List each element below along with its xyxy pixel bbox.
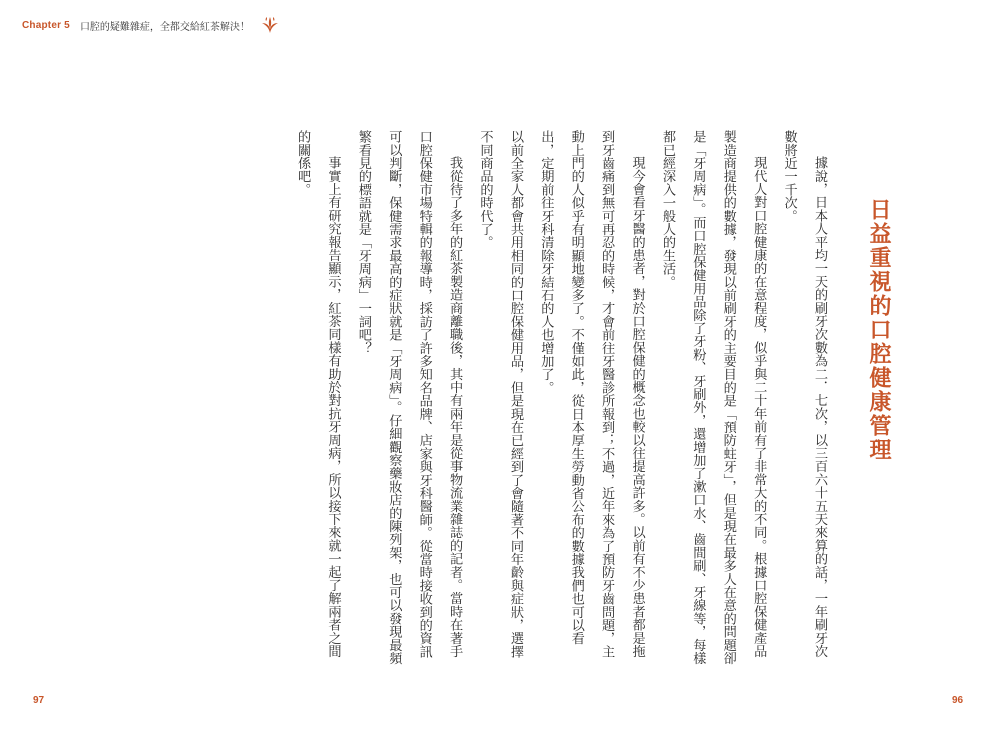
running-header: [22, 16, 280, 34]
paragraph: 現代人對口腔健康的在意程度，似乎與二十年前有了非常大的不同。根據口腔保健產品製造商提供的數據，發現以前刷牙的主要目的是「預防蛀牙」，但是現在最多人在意的問題卻是「牙周病」。而口腔保健用品除了牙粉、牙刷外，還增加了漱口水、齒間刷、牙線等，每樣都已經深入一般人的生活。: [659, 130, 767, 665]
paragraph: 據說，日本人平均一天的刷牙次數為二．七次，以三百六十五天來算的話，一年刷牙次數將近一千次。: [781, 130, 827, 658]
leaf-sprout-icon: [260, 16, 280, 34]
body-text: [74, 130, 834, 670]
paragraph: 以前全家人都會共用相同的口腔保健用品，但是現在已經到了會隨著不同年齡與症狀，選擇不同商品的時代了。: [477, 130, 523, 658]
paragraph: 現今會看牙醫的患者，對於口腔保健的概念也較以往提高許多。以前有不少患者都是拖到牙齒痛到無可再忍的時候，才會前往牙醫診所報到；不過，近年來為了預防牙齒問題，主動上門的人似乎有明顯地變多了。不僅如此，從日本厚生勞動省公布的數據我們也可以看出，定期前往牙科清除牙結石的人也增加了。: [538, 130, 645, 658]
chapter-title: 口腔的疑難雜症，全都交給紅茶解決！: [79, 21, 250, 33]
paragraph: 事實上有研究報告顯示，紅茶同樣有助於對抗牙周病，所以接下來就一起了解兩者之間的關係吧。: [295, 130, 341, 658]
section-title: 日益重視的口腔健康管理: [866, 198, 892, 462]
page-number-left: 97: [33, 695, 45, 706]
page-number-right: 96: [952, 695, 964, 706]
chapter-label: Chapter 5: [22, 19, 70, 31]
paragraph: 我從待了多年的紅茶製造商離職後，其中有兩年是從事物流業雜誌的記者。當時在著手口腔保健市場特輯的報導時，採訪了許多知名品牌、店家與牙科醫師。從當時接收到的資訊可以判斷，保健需求最高的症狀就是「牙周病」。仔細觀察藥妝店的陳列架，也可以發現最頻繁看見的標語就是「牙周病」一詞吧？: [355, 130, 463, 665]
